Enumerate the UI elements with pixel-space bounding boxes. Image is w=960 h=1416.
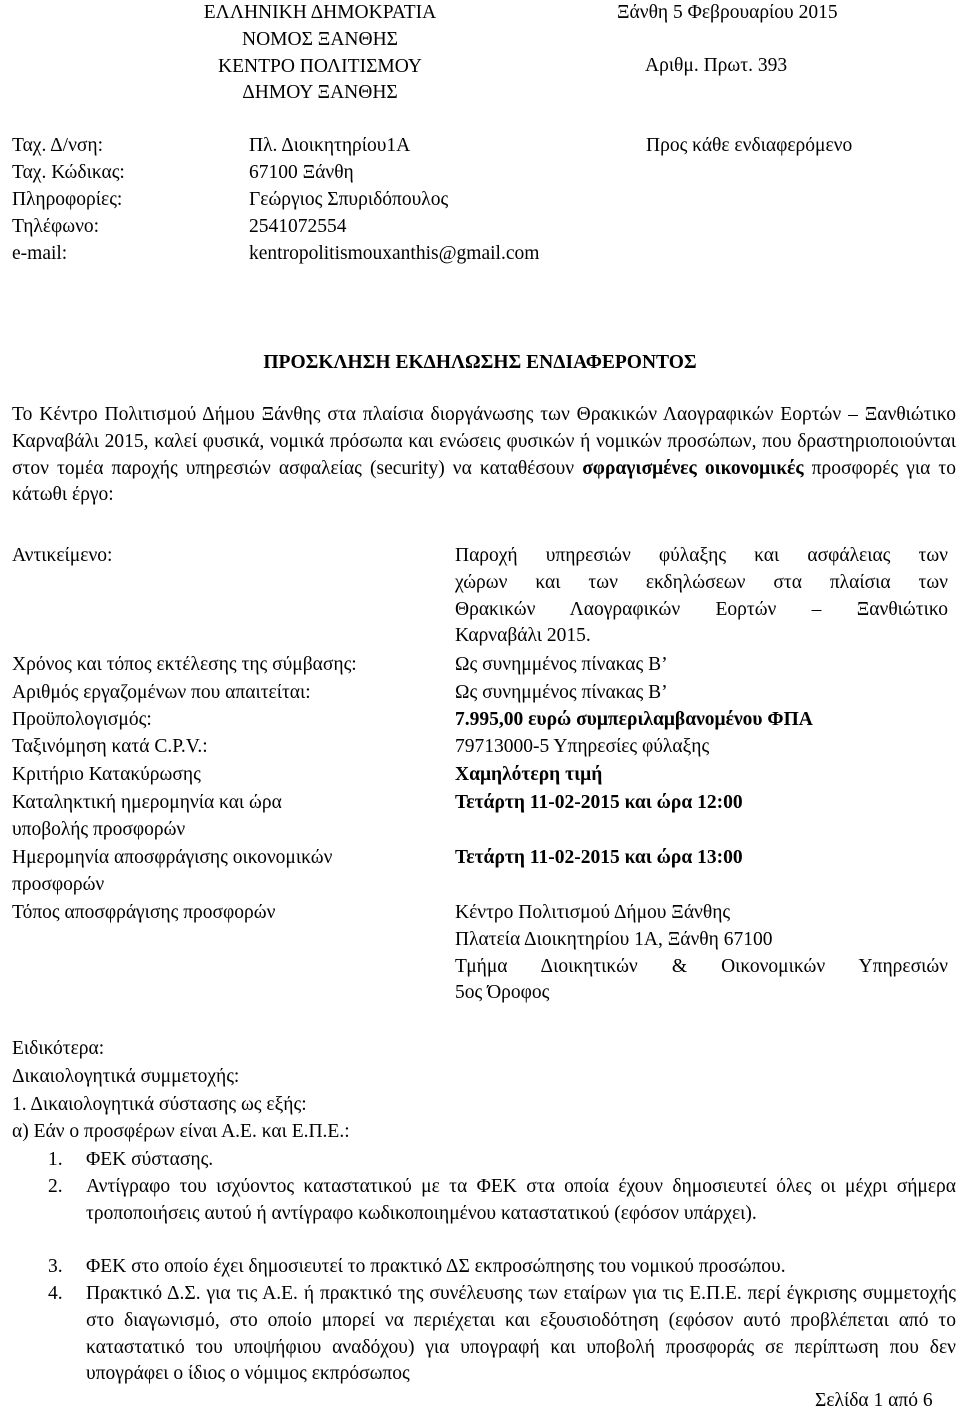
contact-value: 2541072554 [249,216,347,237]
unseal-place-label: Τόπος αποσφράγισης προσφορών [12,902,276,923]
contact-value: Γεώργιος Σπυριδόπουλος [249,189,449,210]
workers-value: Ως συνημμένος πίνακας Β’ [455,682,668,703]
time-place-value: Ως συνημμένος πίνακας Β’ [455,654,668,675]
intro-paragraph [12,402,956,509]
contact-value: 67100 Ξάνθη [249,162,354,183]
budget-label: Προϋπολογισμός: [12,709,152,730]
cpv-label: Ταξινόμηση κατά C.P.V.: [12,736,208,757]
contact-label: Ταχ. Κώδικας: [12,162,125,183]
object-value [455,543,948,650]
list-number: 4. [48,1283,63,1304]
org-line: ΚΕΝΤΡΟ ΠΟΛΙΤΙΣΜΟΥ [218,55,422,77]
cpv-value: 79713000-5 Υπηρεσίες φύλαξης [455,736,710,757]
deadline-label [12,790,442,844]
protocol-number: Αριθμ. Πρωτ. 393 [645,55,788,76]
org-name [150,0,490,107]
contact-label: Ταχ. Δ/νση: [12,135,104,156]
intro-text: Το Κέντρο Πολιτισμού Δήμου Ξάνθης στα πλαίσια διοργάνωσης των Θρακικών Λαογραφικών Εορτών – Ξανθιώτικο Καρναβάλι 2015, καλεί φυσικά, νομικά πρόσωπα και ενώσεις φυσικών ή νομικών προσώπων, που δραστηριοποιούνται στον τομέα παροχής υπηρεσιών ασφαλείας (security) να καταθέσουν [12,404,956,479]
object-line: Παροχή υπηρεσιών φύλαξης και ασφάλειας των [455,545,948,566]
contact-email: kentropolitismouxanthis@gmail.com [249,243,540,264]
unseal-place-line: 5ος Όροφος [455,982,550,1004]
unseal-label-line: προσφορών [12,873,105,895]
unseal-place-line: Τμήμα Διοικητικών & Οικονομικών Υπηρεσιών [455,955,948,977]
document-title: ΠΡΟΣΚΛΗΣΗ ΕΚΔΗΛΩΣΗΣ ΕΝΔΙΑΦΕΡΟΝΤΟΣ [263,352,697,373]
contact-value: Πλ. Διοικητηρίου1Α [249,135,411,156]
object-line: Καρναβάλι 2015. [455,625,591,647]
criterion-value: Χαμηλότερη τιμή [455,764,603,785]
org-line: ΝΟΜΟΣ ΞΑΝΘΗΣ [241,28,399,50]
contact-label: e-mail: [12,243,68,264]
page-number: Σελίδα 1 από 6 [815,1390,933,1411]
list-number: 1. [48,1149,63,1170]
object-line: χώρων και των εκδηλώσεων στα πλαίσια των [455,571,948,593]
deadline-label-line: Καταληκτική ημερομηνία και ώρα [12,792,282,813]
criterion-label: Κριτήριο Κατακύρωσης [12,764,201,785]
unseal-place-value [455,900,948,1007]
unseal-label-line: Ημερομηνία αποσφράγισης οικονομικών [12,847,333,868]
object-line: Θρακικών Λαογραφικών Εορτών – Ξανθιώτικο [455,598,948,620]
time-place-label: Χρόνος και τόπος εκτέλεσης της σύμβασης: [12,654,357,675]
unseal-label [12,845,442,899]
specifics-heading: Ειδικότερα: [12,1038,105,1059]
intro-bold: σφραγισμένες οικονομικές [582,457,804,479]
intro-text-end: προσφορές για το κάτωθι έργο: [12,457,957,506]
object-label: Αντικείμενο: [12,545,113,566]
workers-label: Αριθμός εργαζομένων που απαιτείται: [12,682,311,703]
list-item-text: Πρακτικό Δ.Σ. για τις Α.Ε. ή πρακτικό της συνέλευσης των εταίρων για τις Ε.Π.Ε. περί έγκρισης συμμετοχής στο διαγωνισμό, στο οποίο μπορεί να περιέχεται και εξουσιοδότηση (εφόσον αυτό προβλέπεται από το καταστατικό του υποψήφιου αναδόχου) για υπογραφή και υποβολή προσφοράς σε περίπτωση που δεν υπογράφει ο ίδιος ο νόμιμος εκπρόσωπος [86,1283,956,1385]
contact-label: Τηλέφωνο: [12,216,100,237]
item-a: α) Εάν ο προσφέρων είναι Α.Ε. και Ε.Π.Ε.: [12,1121,350,1142]
item-1: 1. Δικαιολογητικά σύστασης ως εξής: [12,1094,307,1115]
specifics-subheading: Δικαιολογητικά συμμετοχής: [12,1066,240,1087]
deadline-label-line: υποβολής προσφορών [12,818,186,840]
org-line: ΕΛΛΗΝΙΚΗ ΔΗΜΟΚΡΑΤΙΑ [203,2,437,23]
unseal-value: Τετάρτη 11-02-2015 και ώρα 13:00 [455,847,743,868]
list-item-text: ΦΕΚ στο οποίο έχει δημοσιευτεί το πρακτικό ΔΣ εκπροσώπησης του νομικού προσώπου. [86,1256,786,1277]
unseal-place-line: Κέντρο Πολιτισμού Δήμου Ξάνθης [455,902,731,923]
list-item-text: ΦΕΚ σύστασης. [86,1149,214,1170]
budget-value: 7.995,00 ευρώ συμπεριλαμβανομένου ΦΠΑ [455,709,813,730]
org-line: ΔΗΜΟΥ ΞΑΝΘΗΣ [242,82,398,104]
list-item-text: Αντίγραφο του ισχύοντος καταστατικού με τα ΦΕΚ στα οποία έχουν δημοσιευτεί όλες οι μέχρι σήμερα τροποποιήσεις αυτού ή αντίγραφο κωδικοποιημένου καταστατικού (εφόσον υπάρχει). [86,1176,956,1224]
deadline-value: Τετάρτη 11-02-2015 και ώρα 12:00 [455,792,743,813]
document-date: Ξάνθη 5 Φεβρουαρίου 2015 [617,2,838,23]
list-number: 3. [48,1256,63,1277]
contact-label: Πληροφορίες: [12,189,123,210]
recipient: Προς κάθε ενδιαφερόμενο [646,135,853,156]
list-number: 2. [48,1176,63,1197]
unseal-place-line: Πλατεία Διοικητηρίου 1Α, Ξάνθη 67100 [455,928,773,950]
